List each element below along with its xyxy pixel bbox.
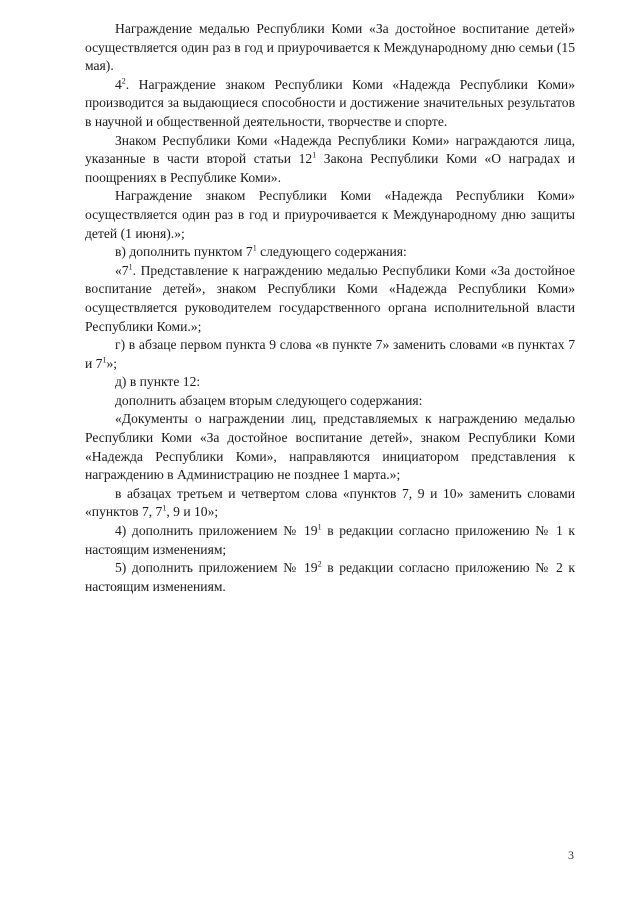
- page-number: 3: [568, 848, 574, 862]
- superscript: 1: [252, 243, 257, 253]
- superscript: 1: [102, 355, 107, 365]
- paragraph: д) в пункте 12:: [115, 374, 201, 390]
- superscript: 1: [162, 503, 167, 513]
- paragraph: г) в абзаце первом пункта 9 слова «в пункте 7» заменить словами «в пунктах 7 и $7^1$»;: [85, 337, 575, 371]
- paragraph: Знаком Республики Коми «Надежда Республики Коми» награждаются лица, указанные в части второй статьи $12^1$ Закона Республики Коми «О наградах и поощрениях в Республике Коми».: [85, 132, 575, 185]
- paragraph: в) дополнить пунктом $7^1$ следующего содержания:: [115, 243, 407, 260]
- superscript: 2: [317, 559, 322, 569]
- paragraph: 5) дополнить приложением № $19^2$ в редакции согласно приложению № 2 к настоящим изменениям.: [85, 559, 575, 594]
- superscript: 1: [317, 522, 322, 532]
- paragraph: $4^2$. Награждение знаком Республики Коми «Надежда Республики Коми» производится за выдающиеся способности и достижение значительных результатов в научной и общественной деятельности, творчестве и спорте.: [85, 76, 575, 129]
- paragraph: дополнить абзацем вторым следующего содержания:: [115, 392, 423, 408]
- superscript: 1: [312, 150, 317, 160]
- paragraph: Награждение знаком Республики Коми «Надежда Республики Коми» осуществляется один раз в год и приурочивается к Международному дню защиты детей (1 июня).»;: [85, 188, 575, 241]
- paragraph: Награждение медалью Республики Коми «За достойное воспитание детей» осуществляется один раз в год и приурочивается к Международному дню семьи (15 мая).: [85, 21, 575, 74]
- document-body: [85, 20, 575, 596]
- superscript: 2: [121, 76, 126, 86]
- paragraph: «$7^1$. Представление к награждению медалью Республики Коми «За достойное воспитание детей», знаком Республики Коми «Надежда Республики Коми» осуществляется руководителем государственного органа исполнительной власти Республики Коми.»;: [85, 262, 575, 334]
- superscript: 1: [128, 262, 133, 272]
- paragraph: 4) дополнить приложением № $19^1$ в редакции согласно приложению № 1 к настоящим изменениям;: [85, 522, 575, 557]
- paragraph: «Документы о награждении лиц, представляемых к награждению медалью Республики Коми «За достойное воспитание детей», знаком Республики Коми «Надежда Республики Коми», направляются инициатором представления к награждению в Администрацию не позднее 1 марта.»;: [85, 411, 575, 483]
- paragraph: в абзацах третьем и четвертом слова «пунктов 7, 9 и 10» заменить словами «пунктов 7, $7^1$, 9 и 10»;: [85, 485, 575, 520]
